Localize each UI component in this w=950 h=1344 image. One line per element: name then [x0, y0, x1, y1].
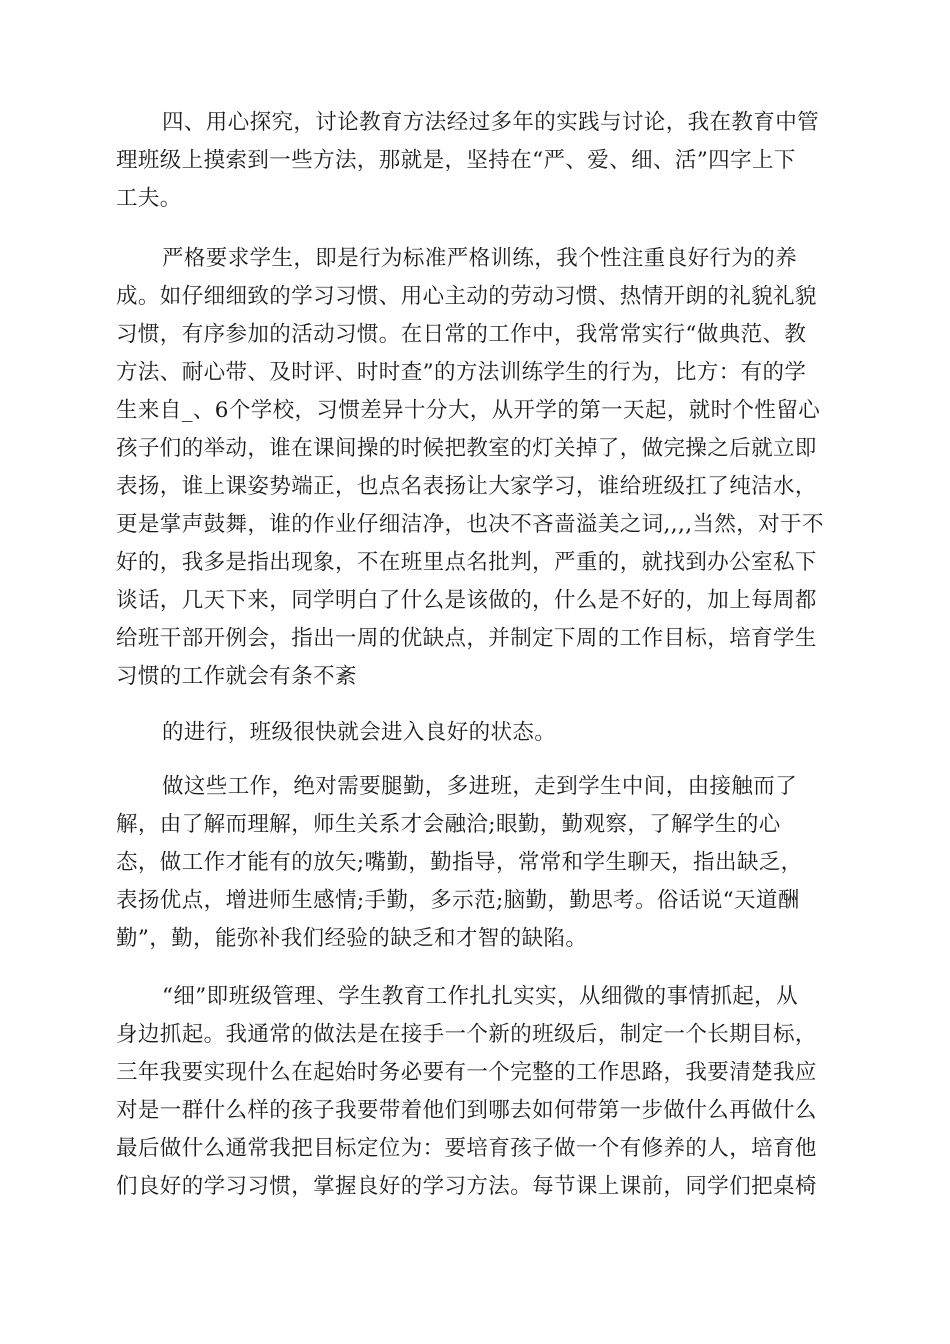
paragraph-4: [116, 768, 836, 958]
text-line: 对是一群什么样的孩子我要带着他们到哪去如何带第一步做什么再做什么: [116, 1098, 817, 1123]
paragraph-2: [116, 240, 836, 696]
text-line: 四、用心探究，讨论教育方法经过多年的实践与讨论，我在教育中管: [162, 110, 820, 135]
text-line: 习惯，有序参加的活动习惯。在日常的工作中，我常常实行“做典范、教: [116, 322, 807, 347]
text-line: 三年我要实现什么在起始时务必要有一个完整的工作思路，我要清楚我应: [116, 1060, 817, 1085]
text-line: 孩子们的举动，谁在课间操的时候把教室的灯关掉了，做完操之后就立即: [116, 436, 817, 461]
text-line: 生来自_、6个学校，习惯差异十分大，从开学的第一天起，就时个性留心: [116, 398, 821, 423]
text-line: 更是掌声鼓舞，谁的作业仔细洁净，也决不吝啬溢美之词,,,,当然，对于不: [116, 512, 824, 537]
paragraph-3: [116, 714, 836, 752]
text-line: 表扬，谁上课姿势端正，也点名表扬让大家学习，谁给班级扛了纯洁水，: [116, 474, 817, 499]
text-line: 做这些工作，绝对需要腿勤，多进班，走到学生中间，由接触而了: [162, 774, 798, 799]
text-line: 好的，我多是指出现象，不在班里点名批判，严重的，就找到办公室私下: [116, 550, 817, 575]
text-line: 给班干部开例会，指出一周的优缺点，并制定下周的工作目标，培育学生: [116, 626, 817, 651]
text-line: 习惯的工作就会有条不紊: [116, 664, 357, 689]
text-line: 最后做什么通常我把目标定位为：要培育孩子做一个有修养的人，培育他: [116, 1136, 817, 1161]
text-line: 身边抓起。我通常的做法是在接手一个新的班级后，制定一个长期目标，: [116, 1022, 817, 1047]
text-line: 工夫。: [116, 186, 182, 211]
text-line: 的进行，班级很快就会进入良好的状态。: [162, 720, 557, 745]
text-line: 谈话，几天下来，同学明白了什么是该做的，什么是不好的，加上每周都: [116, 588, 817, 613]
text-line: 理班级上摸索到一些方法，那就是，坚持在“严、爱、细、活”四字上下: [116, 148, 796, 173]
text-line: 成。如仔细细致的学习习惯、用心主动的劳动习惯、热情开朗的礼貌礼貌: [116, 284, 817, 309]
paragraph-1: [116, 104, 836, 218]
text-line: 表扬优点，增进师生感情;手勤，多示范;脑勤，勤思考。俗话说“天道酬: [116, 888, 800, 913]
text-line: “细”即班级管理、学生教育工作扎扎实实，从细微的事情抓起，从: [162, 984, 798, 1009]
text-line: 方法、耐心带、及时评、时时查”的方法训练学生的行为，比方：有的学: [116, 360, 807, 385]
text-line: 勤”，勤，能弥补我们经验的缺乏和才智的缺陷。: [116, 926, 588, 951]
paragraph-5: [116, 978, 836, 1206]
text-line: 严格要求学生，即是行为标准严格训练，我个性注重良好行为的养: [162, 246, 798, 271]
text-line: 解，由了解而理解，师生关系才会融洽;眼勤，勤观察，了解学生的心: [116, 812, 781, 837]
text-line: 们良好的学习习惯，掌握良好的学习方法。每节课上课前，同学们把桌椅: [116, 1174, 817, 1199]
text-line: 态，做工作才能有的放矢;嘴勤，勤指导，常常和学生聊天，指出缺乏，: [116, 850, 803, 875]
